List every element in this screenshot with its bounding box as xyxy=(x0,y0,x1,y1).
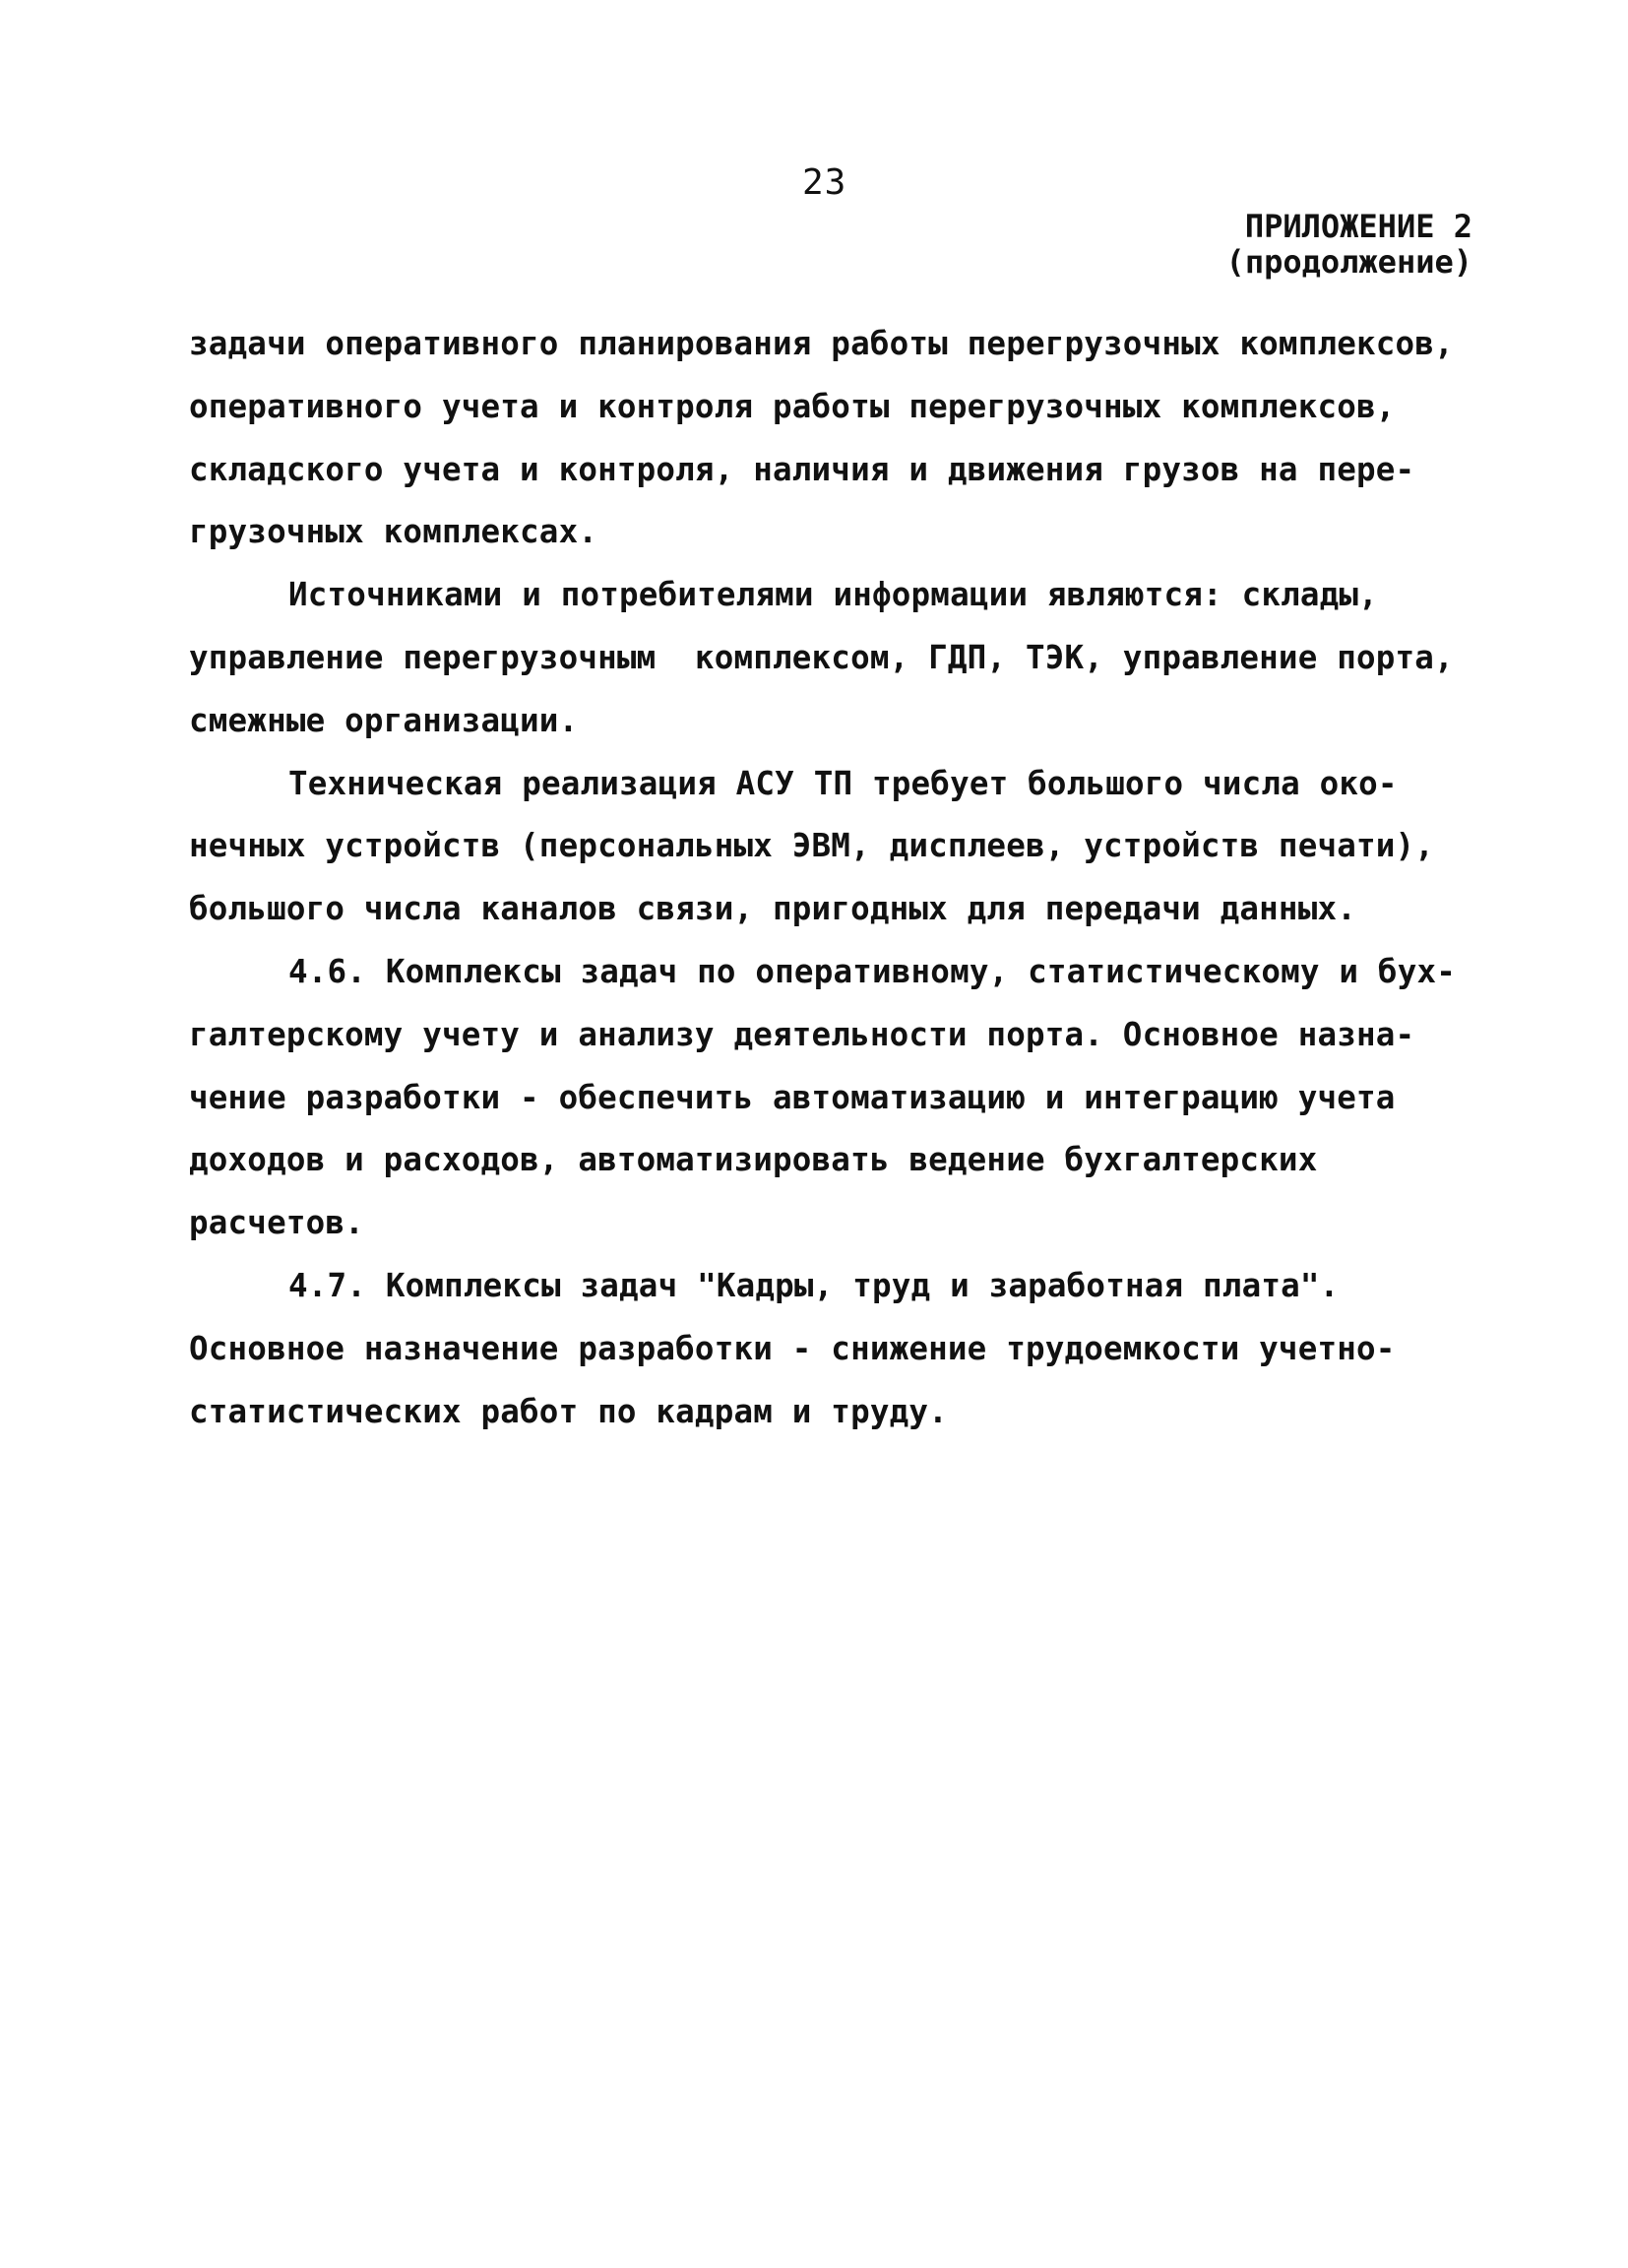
text-line: чение разработки - обеспечить автоматизацию и интеграцию учета xyxy=(189,1078,1396,1116)
text-line: большого числа каналов связи, пригодных для передачи данных. xyxy=(189,890,1356,928)
text-line: галтерскому учету и анализу деятельности порта. Основное назна- xyxy=(189,1015,1415,1053)
text-line: Источниками и потребителями информации являются: склады, xyxy=(288,576,1378,614)
text-line: складского учета и контроля, наличия и движения грузов на пере- xyxy=(189,450,1415,488)
appendix-subtitle: (продолжение) xyxy=(1225,243,1472,281)
page-number: 23 xyxy=(802,162,847,203)
text-line: статистических работ по кадрам и труду. xyxy=(189,1392,948,1430)
text-line: управление перегрузочным комплексом, ГДП, ТЭК, управление порта, xyxy=(189,638,1454,676)
text-line: расчетов. xyxy=(189,1204,364,1242)
appendix-title: ПРИЛОЖЕНИЕ 2 xyxy=(1244,208,1472,245)
appendix-header xyxy=(1226,209,1472,280)
text-line: Техническая реализация АСУ ТП требует большого числа око- xyxy=(288,764,1398,802)
text-line: Основное назначение разработки - снижение трудоемкости учетно- xyxy=(189,1329,1396,1367)
text-line: 4.7. Комплексы задач "Кадры, труд и заработная плата". xyxy=(288,1266,1340,1304)
text-line: оперативного учета и контроля работы перегрузочных комплексов, xyxy=(189,387,1396,425)
text-line: нечных устройств (персональных ЭВМ, дисплеев, устройств печати), xyxy=(189,827,1435,865)
text-line: грузочных комплексах. xyxy=(189,513,598,551)
text-line: 4.6. Комплексы задач по оперативному, статистическому и бух- xyxy=(288,952,1456,990)
text-line: доходов и расходов, автоматизировать ведение бухгалтерских xyxy=(189,1141,1318,1179)
body-text xyxy=(189,313,1488,1443)
text-line: смежные организации. xyxy=(189,701,579,739)
text-line: задачи оперативного планирования работы перегрузочных комплексов, xyxy=(189,325,1454,362)
